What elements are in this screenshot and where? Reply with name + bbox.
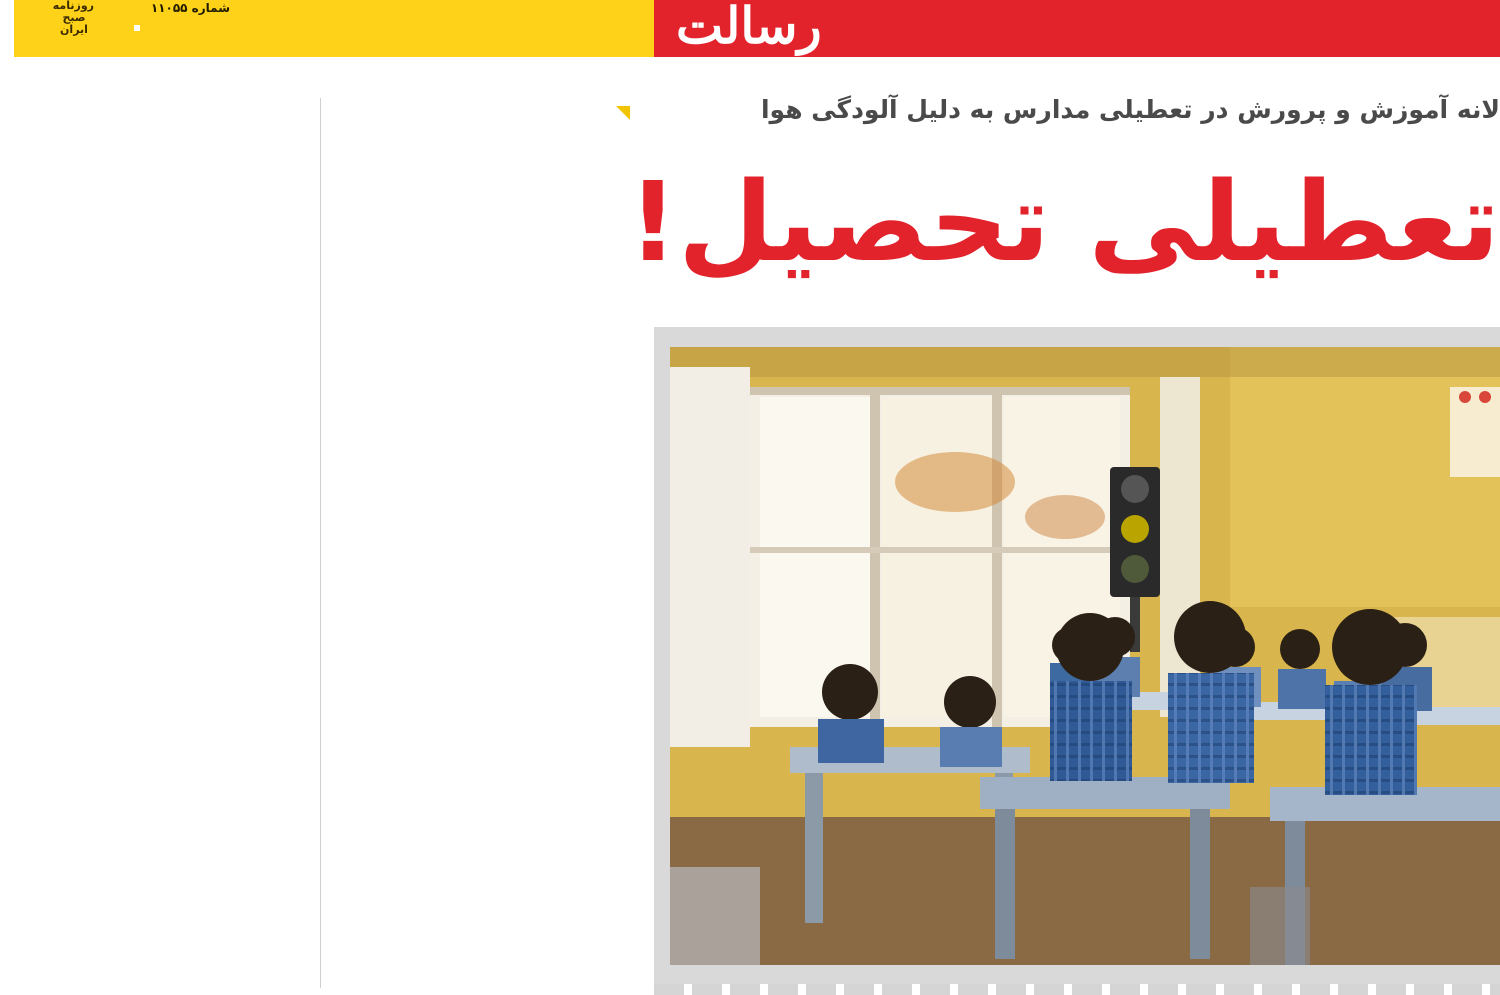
masthead-left-band — [14, 0, 654, 57]
question-marker-icon — [616, 106, 630, 120]
issue-info — [138, 0, 230, 38]
classroom-photo-icon — [670, 347, 1500, 965]
article-column-right — [333, 98, 630, 995]
photo-frame — [654, 327, 1500, 984]
publication-line: روزنامه — [52, 0, 94, 12]
bottom-caption-strip — [654, 984, 1500, 995]
publication-line: ایران — [60, 23, 88, 36]
article-kicker: لانه آموزش و پرورش در تعطیلی مدارس به دلیل آلودگی هوا — [760, 95, 1500, 124]
column-divider — [320, 98, 321, 988]
article-column-left — [14, 98, 310, 995]
publication-name — [54, 0, 94, 38]
interview-question — [333, 100, 630, 126]
brand-logo: رسالت — [676, 0, 822, 55]
article-headline: تعطیلی تحصیل! — [627, 158, 1500, 286]
issue-number: شماره ۱۱۰۵۵ — [150, 1, 230, 15]
publication-line: صبح — [62, 11, 86, 24]
masthead-right-band — [654, 0, 1500, 57]
